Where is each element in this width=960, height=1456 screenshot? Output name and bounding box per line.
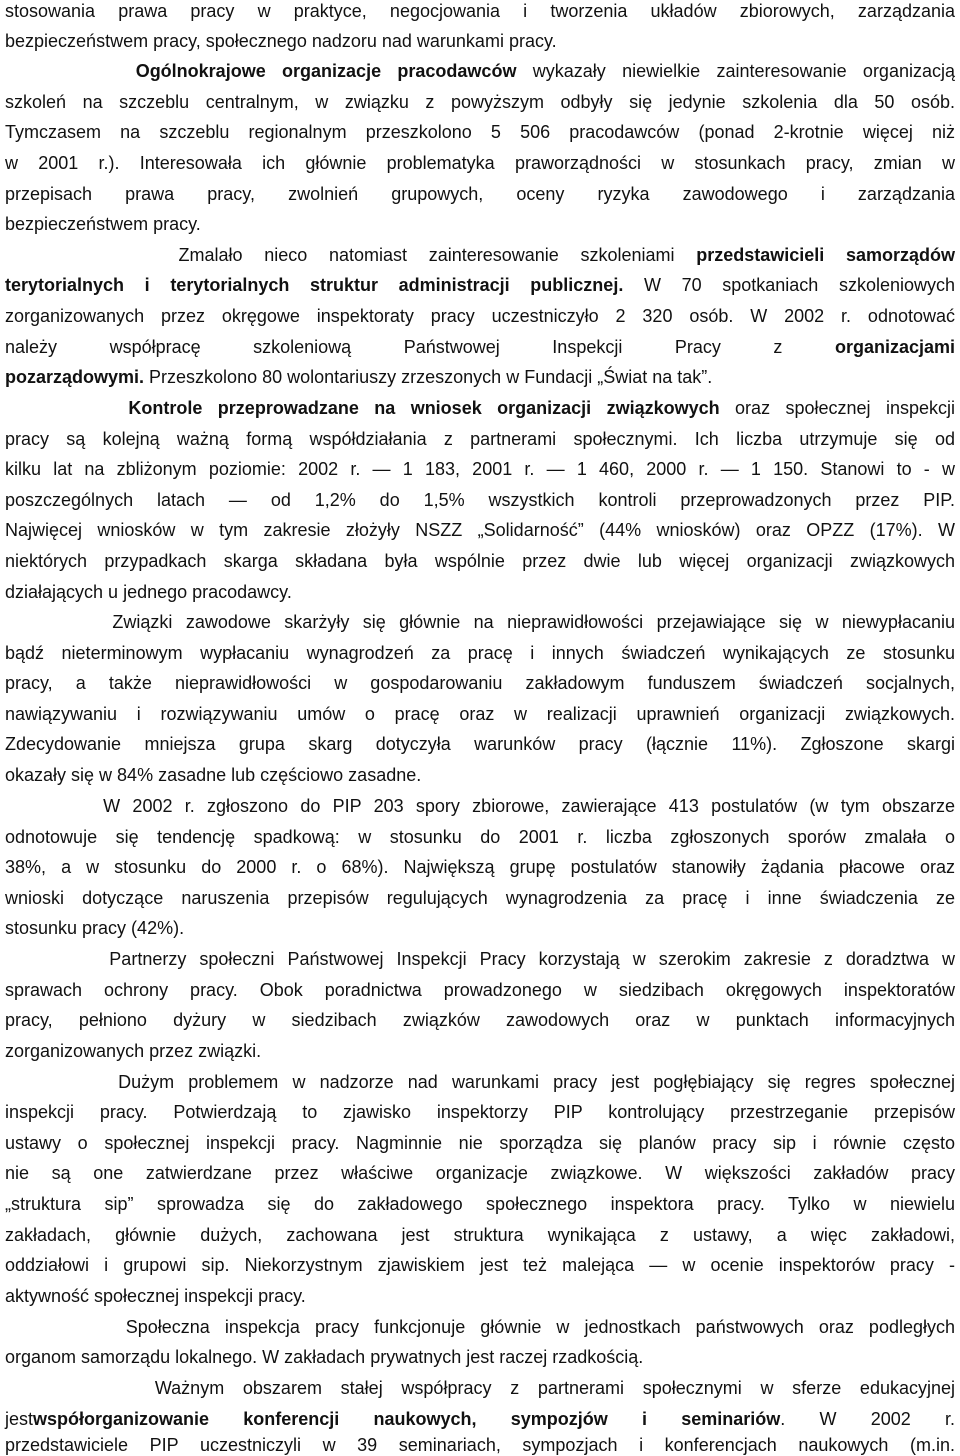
text-line bbox=[5, 489, 955, 511]
text-run: stosunku pracy (42%). bbox=[5, 918, 185, 938]
bold-text: organizacjami bbox=[834, 337, 955, 357]
text-line bbox=[5, 1346, 955, 1368]
text-run: Dużym problemem w nadzorze nad warunkami pracy jest pogłębiający się regres społecznej bbox=[5, 1072, 955, 1092]
text-line bbox=[5, 1224, 955, 1246]
text-line bbox=[5, 1071, 955, 1093]
text-run: Ważnym obszarem stałej współpracy z partnerami społecznymi w sferze edukacyjnej bbox=[5, 1378, 955, 1398]
text-run: inspekcji pracy. Potwierdzają to zjawisko inspektorzy PIP kontrolujący przestrzeganie przepisów bbox=[5, 1102, 955, 1122]
text-line bbox=[5, 305, 955, 327]
text-run: poszczególnych latach — od 1,2% do 1,5% wszystkich kontroli przeprowadzonych przez PIP. bbox=[5, 490, 955, 510]
text-line bbox=[5, 1377, 955, 1399]
text-run: nawiązywaniu i rozwiązywaniu umów o pracę oraz w realizacji uprawnień organizacji związkowych. bbox=[5, 704, 955, 724]
text-line bbox=[5, 121, 955, 143]
bold-text: Kontrole przeprowadzane na wniosek organizacji związkowych bbox=[128, 398, 720, 418]
text-line bbox=[5, 1316, 955, 1338]
text-run: zorganizowanych przez związki. bbox=[5, 1041, 262, 1061]
text-line bbox=[5, 397, 955, 419]
text-run: Przeszkolono 80 wolontariuszy zrzeszonych w Fundacji „Świat na tak”. bbox=[144, 367, 713, 387]
text-line bbox=[5, 856, 955, 878]
text-run: przedstawiciele PIP uczestniczyli w 39 seminariach, sympozjach i konferencjach naukowych (m.in. bbox=[5, 1435, 955, 1455]
text-run: oraz społecznej inspekcji bbox=[719, 398, 955, 418]
bold-text: przedstawicieli samorządów bbox=[696, 245, 956, 265]
text-run: zakładach, głównie dużych, zachowana jest struktura wynikająca z ustawy, a więc zakładowi, bbox=[5, 1225, 955, 1245]
text-line bbox=[5, 213, 955, 235]
text-run bbox=[5, 61, 136, 81]
text-line bbox=[5, 1285, 955, 1307]
text-line bbox=[5, 826, 955, 848]
text-run: sprawach ochrony pracy. Obok poradnictwa prowadzonego w siedzibach okręgowych inspektoratów bbox=[5, 980, 955, 1000]
text-run: Tymczasem na szczeblu regionalnym przeszkolono 5 506 pracodawców (ponad 2-krotnie więcej niż bbox=[5, 122, 955, 142]
text-run: stosowania prawa pracy w praktyce, negocjowania i tworzenia układów zbiorowych, zarządzania bbox=[5, 1, 955, 21]
text-line bbox=[5, 887, 955, 909]
text-run: ustawy o społecznej inspekcji pracy. Nagminnie nie sporządza się planów pracy sip i równie często bbox=[5, 1133, 955, 1153]
text-run: nie są one zatwierdzane przez właściwe organizacje związkowe. W większości zakładów pracy bbox=[5, 1163, 955, 1183]
bold-text: Ogólnokrajowe organizacje pracodawców bbox=[135, 61, 517, 81]
text-run: szkoleń na szczeblu centralnym, w związku z powyższym odbyły się jedynie szkolenia dla 50 osób. bbox=[5, 92, 955, 112]
text-run: działających u jednego pracodawcy. bbox=[5, 582, 292, 602]
text-line bbox=[5, 183, 955, 205]
text-run: „struktura sip” sprowadza się do zakładowego społecznego inspektora pracy. Tylko w niewielu bbox=[5, 1194, 955, 1214]
text-run: 38%, a w stosunku do 2000 r. o 68%). Największą grupę postulatów stanowiły żądania płacowe oraz bbox=[5, 857, 955, 877]
text-line bbox=[5, 1193, 955, 1215]
text-line bbox=[5, 581, 955, 603]
text-line bbox=[5, 1009, 955, 1031]
text-line bbox=[5, 979, 955, 1001]
text-run: kilku lat na zbliżonym poziomie: 2002 r. — 1 183, 2001 r. — 1 460, 2000 r. — 1 150. Stanowi to - w bbox=[5, 459, 955, 479]
text-line bbox=[5, 1101, 955, 1123]
text-line bbox=[5, 0, 955, 22]
text-line bbox=[5, 948, 955, 970]
text-line bbox=[5, 1434, 955, 1456]
text-line bbox=[5, 1408, 955, 1430]
text-line bbox=[5, 1132, 955, 1154]
text-line bbox=[5, 642, 955, 664]
bold-text: współorganizowanie konferencji naukowych, sympozjów i seminariów bbox=[33, 1409, 781, 1429]
text-run: organom samorządu lokalnego. W zakładach prywatnych jest raczej rzadkością. bbox=[5, 1347, 644, 1367]
text-run: niektórych przypadkach skarga składana była wspólnie przez dwie lub więcej organizacji związkowych bbox=[5, 551, 955, 571]
text-run: pracy, a także nieprawidłowości w gospodarowaniu zakładowym funduszem świadczeń socjalnych, bbox=[5, 673, 955, 693]
text-run: zorganizowanych przez okręgowe inspektoraty pracy uczestniczyło 2 320 osób. W 2002 r. odnotować bbox=[5, 306, 955, 326]
text-line bbox=[5, 672, 955, 694]
text-line bbox=[5, 60, 955, 82]
text-line bbox=[5, 917, 955, 939]
text-run: wykazały niewielkie zainteresowanie organizacją bbox=[516, 61, 955, 81]
text-line bbox=[5, 764, 955, 786]
text-run: odnotowuje się tendencję spadkową: w stosunku do 2001 r. liczba zgłoszonych sporów zmalała o bbox=[5, 827, 955, 847]
text-line bbox=[5, 152, 955, 174]
bold-text: pozarządowymi. bbox=[5, 367, 145, 387]
text-run: bądź nieterminowym wypłacaniu wynagrodzeń za pracę i innych świadczeń wynikających ze stosunku bbox=[5, 643, 955, 663]
text-run: okazały się w 84% zasadne lub częściowo zasadne. bbox=[5, 765, 422, 785]
text-run: należy współpracę szkoleniową Państwowej Inspekcji Pracy z bbox=[5, 337, 835, 357]
text-run: wnioski dotyczące naruszenia przepisów regulujących wynagrodzenia za pracę i inne świadczenia ze bbox=[5, 888, 955, 908]
text-run: Zmalało nieco natomiast zainteresowanie szkoleniami bbox=[5, 245, 697, 265]
text-line bbox=[5, 428, 955, 450]
text-run: Partnerzy społeczni Państwowej Inspekcji Pracy korzystają w szerokim zakresie z doradztwa w bbox=[5, 949, 955, 969]
text-run: aktywność społecznej inspekcji pracy. bbox=[5, 1286, 306, 1306]
text-run: Społeczna inspekcja pracy funkcjonuje głównie w jednostkach państwowych oraz podległych bbox=[5, 1317, 955, 1337]
text-line bbox=[5, 244, 955, 266]
text-run: w 2001 r.). Interesowała ich głównie problematyka praworządności w stosunkach pracy, zmian w bbox=[5, 153, 955, 173]
text-line bbox=[5, 1162, 955, 1184]
text-line bbox=[5, 336, 955, 358]
text-line bbox=[5, 611, 955, 633]
text-run: pracy są kolejną ważną formą współdziałania z partnerami społecznymi. Ich liczba utrzymuje się od bbox=[5, 429, 955, 449]
text-run: przepisach prawa pracy, zwolnień grupowych, oceny ryzyka zawodowego i zarządzania bbox=[5, 184, 955, 204]
text-line bbox=[5, 550, 955, 572]
text-run: bezpieczeństwem pracy, społecznego nadzoru nad warunkami pracy. bbox=[5, 31, 557, 51]
text-line bbox=[5, 519, 955, 541]
text-run: pracy, pełniono dyżury w siedzibach związków zawodowych oraz w punktach informacyjnych bbox=[5, 1010, 955, 1030]
text-run: W 2002 r. zgłoszono do PIP 203 spory zbiorowe, zawierające 413 postulatów (w tym obszarze bbox=[5, 796, 955, 816]
text-line bbox=[5, 366, 955, 388]
text-run: Najwięcej wniosków w tym zakresie złożyły NSZZ „Solidarność” (44% wniosków) oraz OPZZ (17%). W bbox=[5, 520, 955, 540]
text-line bbox=[5, 274, 955, 296]
text-run: . W 2002 r. bbox=[780, 1409, 955, 1429]
text-run: bezpieczeństwem pracy. bbox=[5, 214, 201, 234]
text-run bbox=[5, 398, 128, 418]
text-line bbox=[5, 30, 955, 52]
text-run: W 70 spotkaniach szkoleniowych bbox=[623, 275, 955, 295]
text-line bbox=[5, 703, 955, 725]
text-line bbox=[5, 91, 955, 113]
text-run: jest bbox=[5, 1409, 34, 1429]
text-line bbox=[5, 795, 955, 817]
text-line bbox=[5, 1040, 955, 1062]
text-line bbox=[5, 1254, 955, 1276]
text-line bbox=[5, 458, 955, 480]
text-run: Zdecydowanie mniejsza grupa skarg dotyczyła warunków pracy (łącznie 11%). Zgłoszone skargi bbox=[5, 734, 955, 754]
text-run: oddziałowi i grupowi sip. Niekorzystnym zjawiskiem jest też malejąca — w ocenie inspektorów pracy - bbox=[5, 1255, 955, 1275]
text-line bbox=[5, 733, 955, 755]
bold-text: terytorialnych i terytorialnych struktur administracji publicznej. bbox=[5, 275, 624, 295]
text-run: Związki zawodowe skarżyły się głównie na nieprawidłowości przejawiające się w niewypłacaniu bbox=[5, 612, 955, 632]
